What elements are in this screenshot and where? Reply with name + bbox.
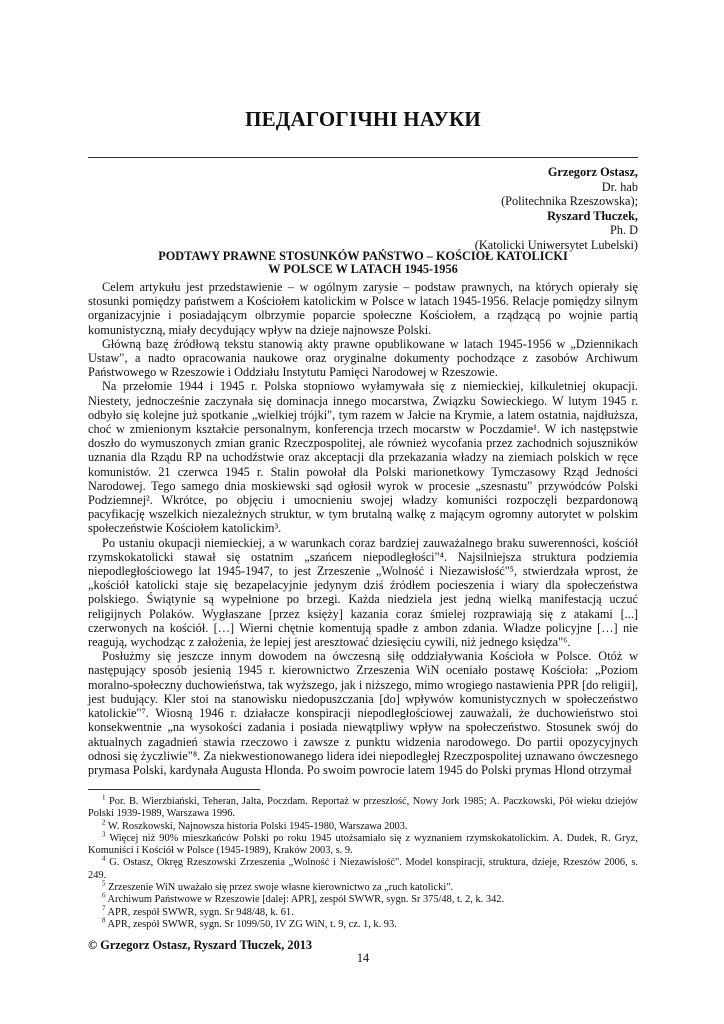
paragraph: Na przełomie 1944 i 1945 r. Polska stopniowo wyłamywała się z niemieckiej, kilkuletniej okupacji. Niestety, jednocześnie zaczynała się dominacja innego mocarstwa, Związku Sowieckiego. W lutym 1945 r. odbyło się kolejne już spotkanie „wielkiej trójki", tym razem w Jałcie na Krymie, a latem ostatnia, najdłuższa, choć w zmienionym kształcie personalnym, konferencja trzech mocarstw w Poczdamie¹. W ich następstwie doszło do wymuszonych zmian granic Rzeczpospolitej, ale również wycofania przez zachodnich sojuszników uznania dla Rządu RP na uchodźstwie oraz akceptacji dla przekazania władzy na ziemiach polskich w ręce komunistów. 21 czerwca 1945 r. Stalin powołał dla Polski marionetkowy Tymczasowy Rząd Jedności Narodowej. Tego samego dnia moskiewski sąd ogłosił wyrok w procesie „szesnastu" przywódców Polski Podziemnej². Wkrótce, po objęciu i umocnieniu swojej władzy komuniści rozpoczęli bezpardonową pacyfikację wszelkich niezależnych struktur, w tym brutalną walkę z mającym ogromny autorytet w polskim społeczeństwie Kościołem katolickim³.: [88, 379, 638, 536]
footnote-rule: [88, 789, 260, 790]
header-rule: [88, 157, 638, 158]
paragraph: Celem artykułu jest przedstawienie – w ogólnym zarysie – podstaw prawnych, na których opierały się stosunki pomiędzy państwem a Kościołem katolickim w Polsce w latach 1945-1956. Relacje pomiędzy silnym organizacyjnie i posiadającym olbrzymie poparcie społeczne Kościołem, a rządzącą po wojnie partią komunistyczną, miały decydujący wpływ na dzieje najnowsze Polski.: [88, 280, 638, 337]
author-affiliation: (Katolicki Uniwersytet Lubelski): [474, 237, 638, 252]
author-name: Ryszard Tłuczek,: [547, 208, 638, 223]
footnote-number: 5: [102, 879, 106, 888]
footnote-number: 2: [102, 818, 106, 827]
footnote: [88, 793, 638, 821]
footnote-number: 8: [102, 916, 106, 925]
copyright: © Grzegorz Ostasz, Ryszard Tłuczek, 2013: [88, 938, 313, 952]
footnote-number: 6: [102, 891, 106, 900]
footnote-text: Zrzeszenie WiN uważało się przez swoje własne kierownictwo za „ruch katolicki".: [108, 882, 454, 894]
footnote-text: APR, zespół SWWR, sygn. Sr 1099/50, IV ZG WiN, t. 9, cz. 1, k. 93.: [107, 918, 397, 930]
footnotes: [88, 793, 638, 931]
paragraph: Po ustaniu okupacji niemieckiej, a w warunkach coraz bardziej zauważalnego braku suwerenności, kościół rzymskokatolicki stawał się ostatnim „szańcem niepodległości"⁴. Najsilniejsza struktura podziemia niepodległościowego lat 1945-1947, to jest Zrzeszenie „Wolność i Niezawisłość"⁵, stwierdzała wprost, że „kościół katolicki staje się bezapelacyjnie jedynym dziś źródłem pocieszenia i wiary dla społeczeństwa polskiego. Świątynie są wypełnione po brzegi. Każda niedziela jest jedną wielką manifestacją uczuć religijnych Polaków. Wygłaszane [przez księży] kazania coraz śmielej rozprawiają się z atakami [...] czerwonych na kościół. […] Wierni chętnie komentują spadłe z ambon zdania. Władze policyjne […] nie reagują, wychodząc z założenia, że lepiej jest aresztować dziesięciu cywili, niż jednego księdza"⁶.: [88, 535, 638, 650]
footnote-number: 1: [102, 793, 106, 802]
footnote: [88, 818, 638, 833]
footnote-number: 3: [102, 830, 106, 839]
footnote-text: W. Roszkowski, Najnowsza historia Polski 1945-1980, Warszawa 2003.: [107, 820, 408, 832]
footnote: [88, 879, 638, 894]
footnote-text: Por. B. Wierzbiański, Teheran, Jalta, Poczdam. Reportaż w przeszłość, Nowy Jork 1985; A. Paczkowski, Pół wieku dziejów Polski 1939-1989, Warszawa 1996.: [88, 796, 638, 820]
section-title: ПЕДАГОГІЧНІ НАУКИ: [245, 107, 481, 131]
article-title-line: PODTAWY PRAWNE STOSUNKÓW PAŃSTWO – KOŚCIOŁ KATOLICKI: [158, 249, 568, 263]
footnote: [88, 904, 638, 919]
author-affiliation: (Politechnika Rzeszowska);: [501, 194, 638, 208]
footnote-text: APR, zespół SWWR, sygn. Sr 948/48, k. 61.: [107, 906, 294, 918]
paragraph: Posłużmy się jeszcze innym dowodem na ówczesną siłę oddziaływania Kościoła w Polsce. Otóż w następujący sposób jesienią 1945 r. kierownictwo Zrzeszenia WiN oceniało postawę Kościoła: „Poziom moralno-społeczny duchowieństwa, tak wyższego, jak i niższego, mimo wrogiego nastawienia PPR [do religii], jest budujący. Kler stoi na stanowisku niedopuszczania [do] wpływów komunistycznych w społeczeństwo katolickie"⁷. Wiosną 1946 r. działacze konspiracji niepodległościowej zauważali, że duchowieństwo stoi konsekwentnie „na wysokości zadania i posiada niewątpliwy wpływ na społeczeństwo. Stosunek swój do aktualnych zagadnień stawia rzeczowo i zawsze z punktu widzenia narodowego. Do partii opozycyjnych odnosi się życzliwie"⁸. Za niekwestionowanego lidera idei niepodległej Rzeczpospolitej uznawano ówczesnego prymasa Polski, kardynała Augusta Hlonda. Po swoim powrocie latem 1945 do Polski prymas Hlond otrzymał: [88, 649, 638, 777]
footnote: [88, 830, 638, 858]
footnote: [88, 857, 638, 882]
footnote-text: G. Ostasz, Okręg Rzeszowski Zrzeszenia „Wolność i Niezawisłość". Model konspiracji, struktura, dzieje, Rzeszów 2006, s. 249.: [88, 857, 638, 881]
author-degree: Ph. D: [609, 223, 638, 237]
footnote-number: 7: [102, 904, 106, 913]
paragraph: Główną bazę źródłową tekstu stanowią akty prawne opublikowane w latach 1945-1956 w „Dziennikach Ustaw", a nadto opracowania naukowe oraz oryginalne dokumenty pochodzące z zasobów Archiwum Państwowego w Rzeszowie i Oddziału Instytutu Pamięci Narodowej w Rzeszowie.: [88, 336, 638, 380]
footnote-text: Więcej niż 90% mieszkańców Polski po roku 1945 utożsamiało się z wyznaniem rzymskokatolickim. A. Dudek, R. Gryz, Komuniści i Kościół w Polsce (1945-1989), Kraków 2003, s. 9.: [88, 832, 638, 857]
footnote: [88, 916, 638, 931]
article-body: [88, 280, 638, 777]
page-number: 14: [356, 951, 370, 965]
article-title: [88, 250, 638, 276]
footnote-text: Archiwum Państwowe w Rzeszowie [dalej: APR], zespół SWWR, sygn. Sr 375/48, t. 2, k. 342.: [107, 894, 505, 906]
footnote-number: 4: [102, 855, 106, 864]
footnote: [88, 891, 638, 906]
authors-block: [238, 165, 638, 252]
article-title-line: W POLSCE W LATACH 1945-1956: [268, 262, 458, 276]
author-name: Grzegorz Ostasz,: [547, 165, 638, 179]
author-degree: Dr. hab: [601, 179, 638, 194]
